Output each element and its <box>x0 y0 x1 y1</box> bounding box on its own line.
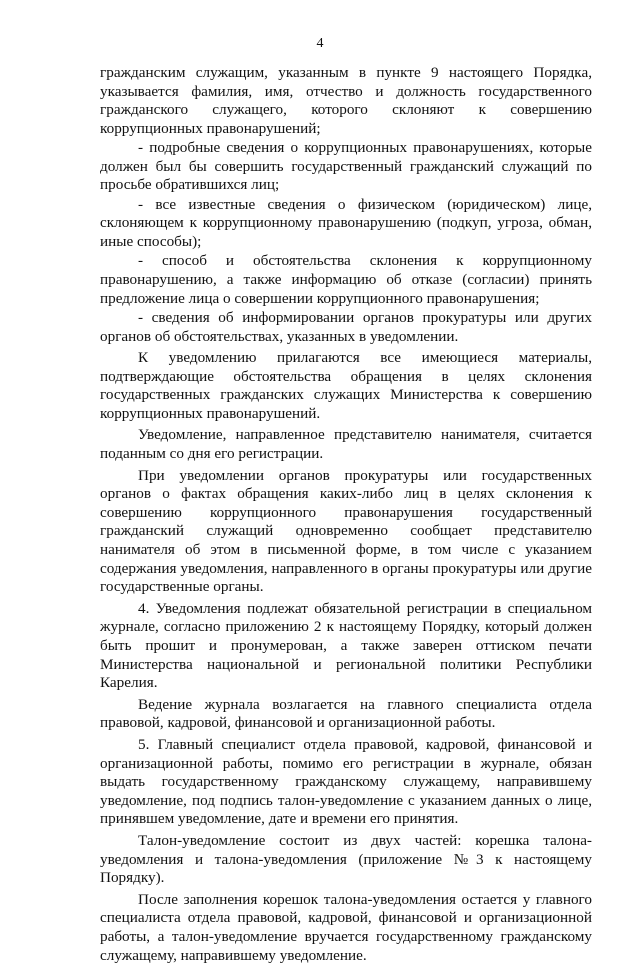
paragraph-coupon-parts: Талон-уведомление состоит из двух частей: корешка талона-уведомления и талона-уведомления (приложение №3 к настоящему Порядку). <box>100 831 592 887</box>
list-item-person-info: - все известные сведения о физическом (юридическом) лице, склоняющем к коррупционному правонарушению (подкуп, угроза, обман, иные способы); <box>100 195 592 250</box>
document-body <box>100 64 592 966</box>
paragraph-coupon-handover: После заполнения корешок талона-уведомления остается у главного специалиста отдела правовой, кадровой, финансовой и организационной работы, а талон-уведомление вручается государственному гражданскому служащему, направившему уведомление. <box>100 890 592 964</box>
list-item-prosecutor-info: - сведения об информировании органов прокуратуры или других органов об обстоятельствах, указанных в уведомлении. <box>100 308 592 345</box>
list-item-method: - способ и обстоятельства склонения к коррупционному правонарушению, а также информацию об отказе (согласии) принять предложение лица о совершении коррупционного правонарушения; <box>100 252 592 307</box>
page-number: 4 <box>316 36 324 51</box>
paragraph-submission-date: Уведомление, направленное представителю нанимателя, считается поданным со дня его регистрации. <box>100 426 592 463</box>
paragraph-attachments: К уведомлению прилагаются все имеющиеся материалы, подтверждающие обстоятельства обращения в целях склонения государственных гражданских служащих Министерства к совершению коррупционных правонарушений. <box>100 349 592 422</box>
paragraph-item-4: 4. Уведомления подлежат обязательной регистрации в специальном журнале, согласно приложению 2 к настоящему Порядку, который должен быть прошит и пронумерован, а также заверен оттиском печати Министерства национальной и региональной политики Республики Карелия. <box>100 599 592 692</box>
paragraph-item-5: 5. Главный специалист отдела правовой, кадровой, финансовой и организационной работы, помимо его регистрации в журнале, обязан выдать государственному гражданскому служащему, направившему уведомление, под подпись талон-уведомление с указанием данных о лице, принявшем уведомление, дате и времени его принятия. <box>100 735 592 828</box>
list-item-violation-details: - подробные сведения о коррупционных правонарушениях, которые должен был бы совершить государственный гражданский служащий по просьбе обратившихся лиц; <box>100 139 592 194</box>
paragraph-prosecutor-notice: При уведомлении органов прокуратуры или государственных органов о фактах обращения каких-либо лиц в целях склонения к совершению коррупционного правонарушения государственный гражданский служащий одновременно сообщает представителю нанимателя об этом в письменной форме, в том числе с указанием содержания уведомления, направленного в органы прокуратуры или другие государственные органы. <box>100 466 592 596</box>
paragraph-continuation: гражданским служащим, указанным в пункте 9 настоящего Порядка, указывается фамилия, имя, отчество и должность государственного гражданского служащего, которого склоняют к совершению коррупционных правонарушений; <box>100 64 592 137</box>
paragraph-journal: Ведение журнала возлагается на главного специалиста отдела правовой, кадровой, финансовой и организационной работы. <box>100 695 592 732</box>
